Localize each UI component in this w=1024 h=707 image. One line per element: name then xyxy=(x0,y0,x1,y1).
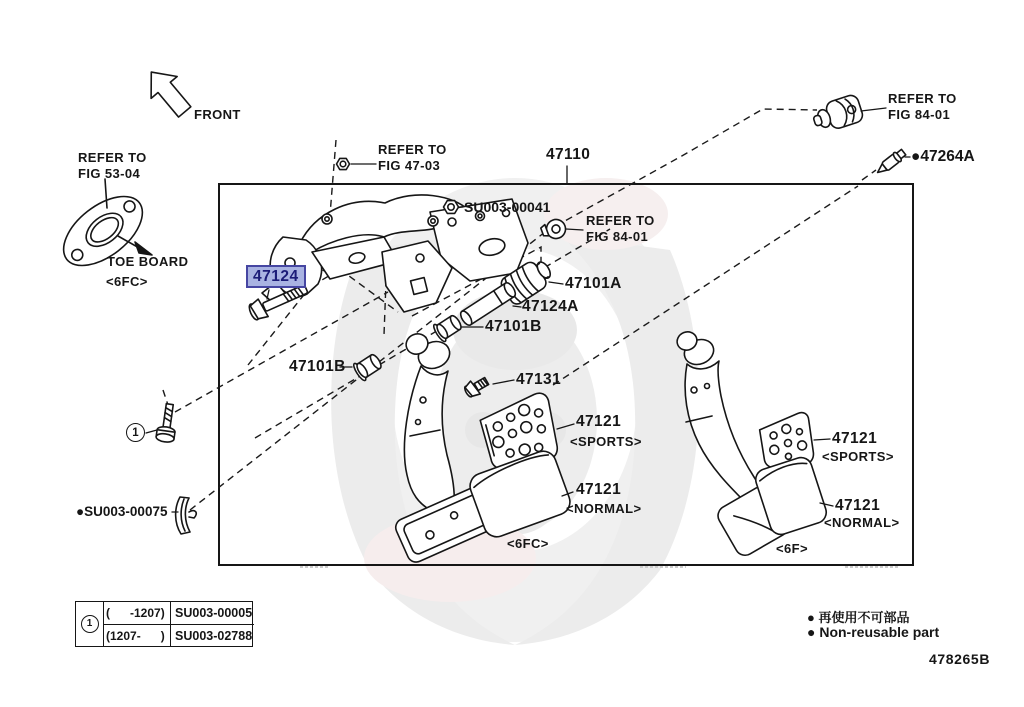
part-label-47121-left-normal[interactable]: 47121 xyxy=(576,481,622,498)
table-range-cell: ( -1207) xyxy=(103,602,170,624)
toe-board-variant-label: <6FC> xyxy=(106,274,148,289)
callout-1-badge[interactable]: 1 xyxy=(126,423,145,442)
refer-to-text: REFER TO xyxy=(378,142,447,157)
variant-label-normal-right: <NORMAL> xyxy=(824,515,900,530)
variant-label-6f: <6F> xyxy=(776,541,808,556)
callout-1-table-badge: 1 xyxy=(81,615,99,633)
refer-note-fig-53-04 xyxy=(78,150,147,181)
part-label-47110[interactable]: 47110 xyxy=(546,146,591,163)
part-label-47121-right-sports[interactable]: 47121 xyxy=(832,430,878,447)
variant-label-6fc-center: <6FC> xyxy=(507,536,549,551)
toe-board-label: TOE BOARD xyxy=(107,254,189,269)
drawing-code: 478265B xyxy=(929,651,991,667)
front-label: FRONT xyxy=(194,107,241,122)
part-label-47121-left-sports[interactable]: 47121 xyxy=(576,413,622,430)
refer-to-text: REFER TO xyxy=(888,91,957,106)
table-range-cell: (1207- ) xyxy=(103,624,170,646)
refer-to-text: REFER TO xyxy=(78,150,147,165)
bolt-callout1-drawing xyxy=(156,403,179,443)
fig-47-03-text: FIG 47-03 xyxy=(378,157,441,173)
refer-note-fig-47-03 xyxy=(378,142,447,173)
part-label-47264a[interactable]: ●47264A xyxy=(911,148,975,165)
part-label-su003-00075[interactable]: ●SU003-00075 xyxy=(76,504,168,519)
part-label-47121-right-normal[interactable]: 47121 xyxy=(835,497,881,514)
switch-fig-84-01-drawing xyxy=(810,93,864,134)
clip-su003-00075-drawing xyxy=(176,497,197,534)
variant-label-sports-left: <SPORTS> xyxy=(570,434,642,449)
bolt-47264a-drawing xyxy=(874,148,907,177)
fig-84-01-text: FIG 84-01 xyxy=(586,228,649,244)
table-part-cell[interactable]: SU003-00005 xyxy=(170,602,254,624)
nut-fig-47-03-drawing xyxy=(337,158,350,169)
part-label-su003-00041[interactable]: SU003-00041 xyxy=(464,199,551,215)
applicability-table xyxy=(75,601,253,647)
part-label-47131[interactable]: 47131 xyxy=(516,371,562,388)
variant-label-normal-left: <NORMAL> xyxy=(566,501,642,516)
table-ref-cell xyxy=(76,602,103,646)
fig-53-04-text: FIG 53-04 xyxy=(78,165,141,181)
table-part-cell[interactable]: SU003-02788 xyxy=(170,624,254,646)
variant-label-sports-right: <SPORTS> xyxy=(822,449,894,464)
legend-non-reusable-jp: ● 再使用不可部品 xyxy=(807,610,910,625)
part-label-47101b-lower[interactable]: 47101B xyxy=(289,358,346,375)
fig-84-01-text: FIG 84-01 xyxy=(888,106,951,122)
front-arrow-icon xyxy=(138,61,197,123)
part-label-47124a[interactable]: 47124A xyxy=(522,298,579,315)
part-label-47101a[interactable]: 47101A xyxy=(565,275,622,292)
refer-note-fig-84-01-top xyxy=(888,91,957,122)
part-label-47101b-upper[interactable]: 47101B xyxy=(485,318,542,335)
nut-su003-00041-drawing xyxy=(444,201,459,214)
part-label-47124-highlighted[interactable]: 47124 xyxy=(246,265,306,288)
refer-to-text: REFER TO xyxy=(586,213,655,228)
legend-non-reusable-en: ● Non-reusable part xyxy=(807,624,940,640)
refer-note-fig-84-01-mid xyxy=(586,213,655,244)
